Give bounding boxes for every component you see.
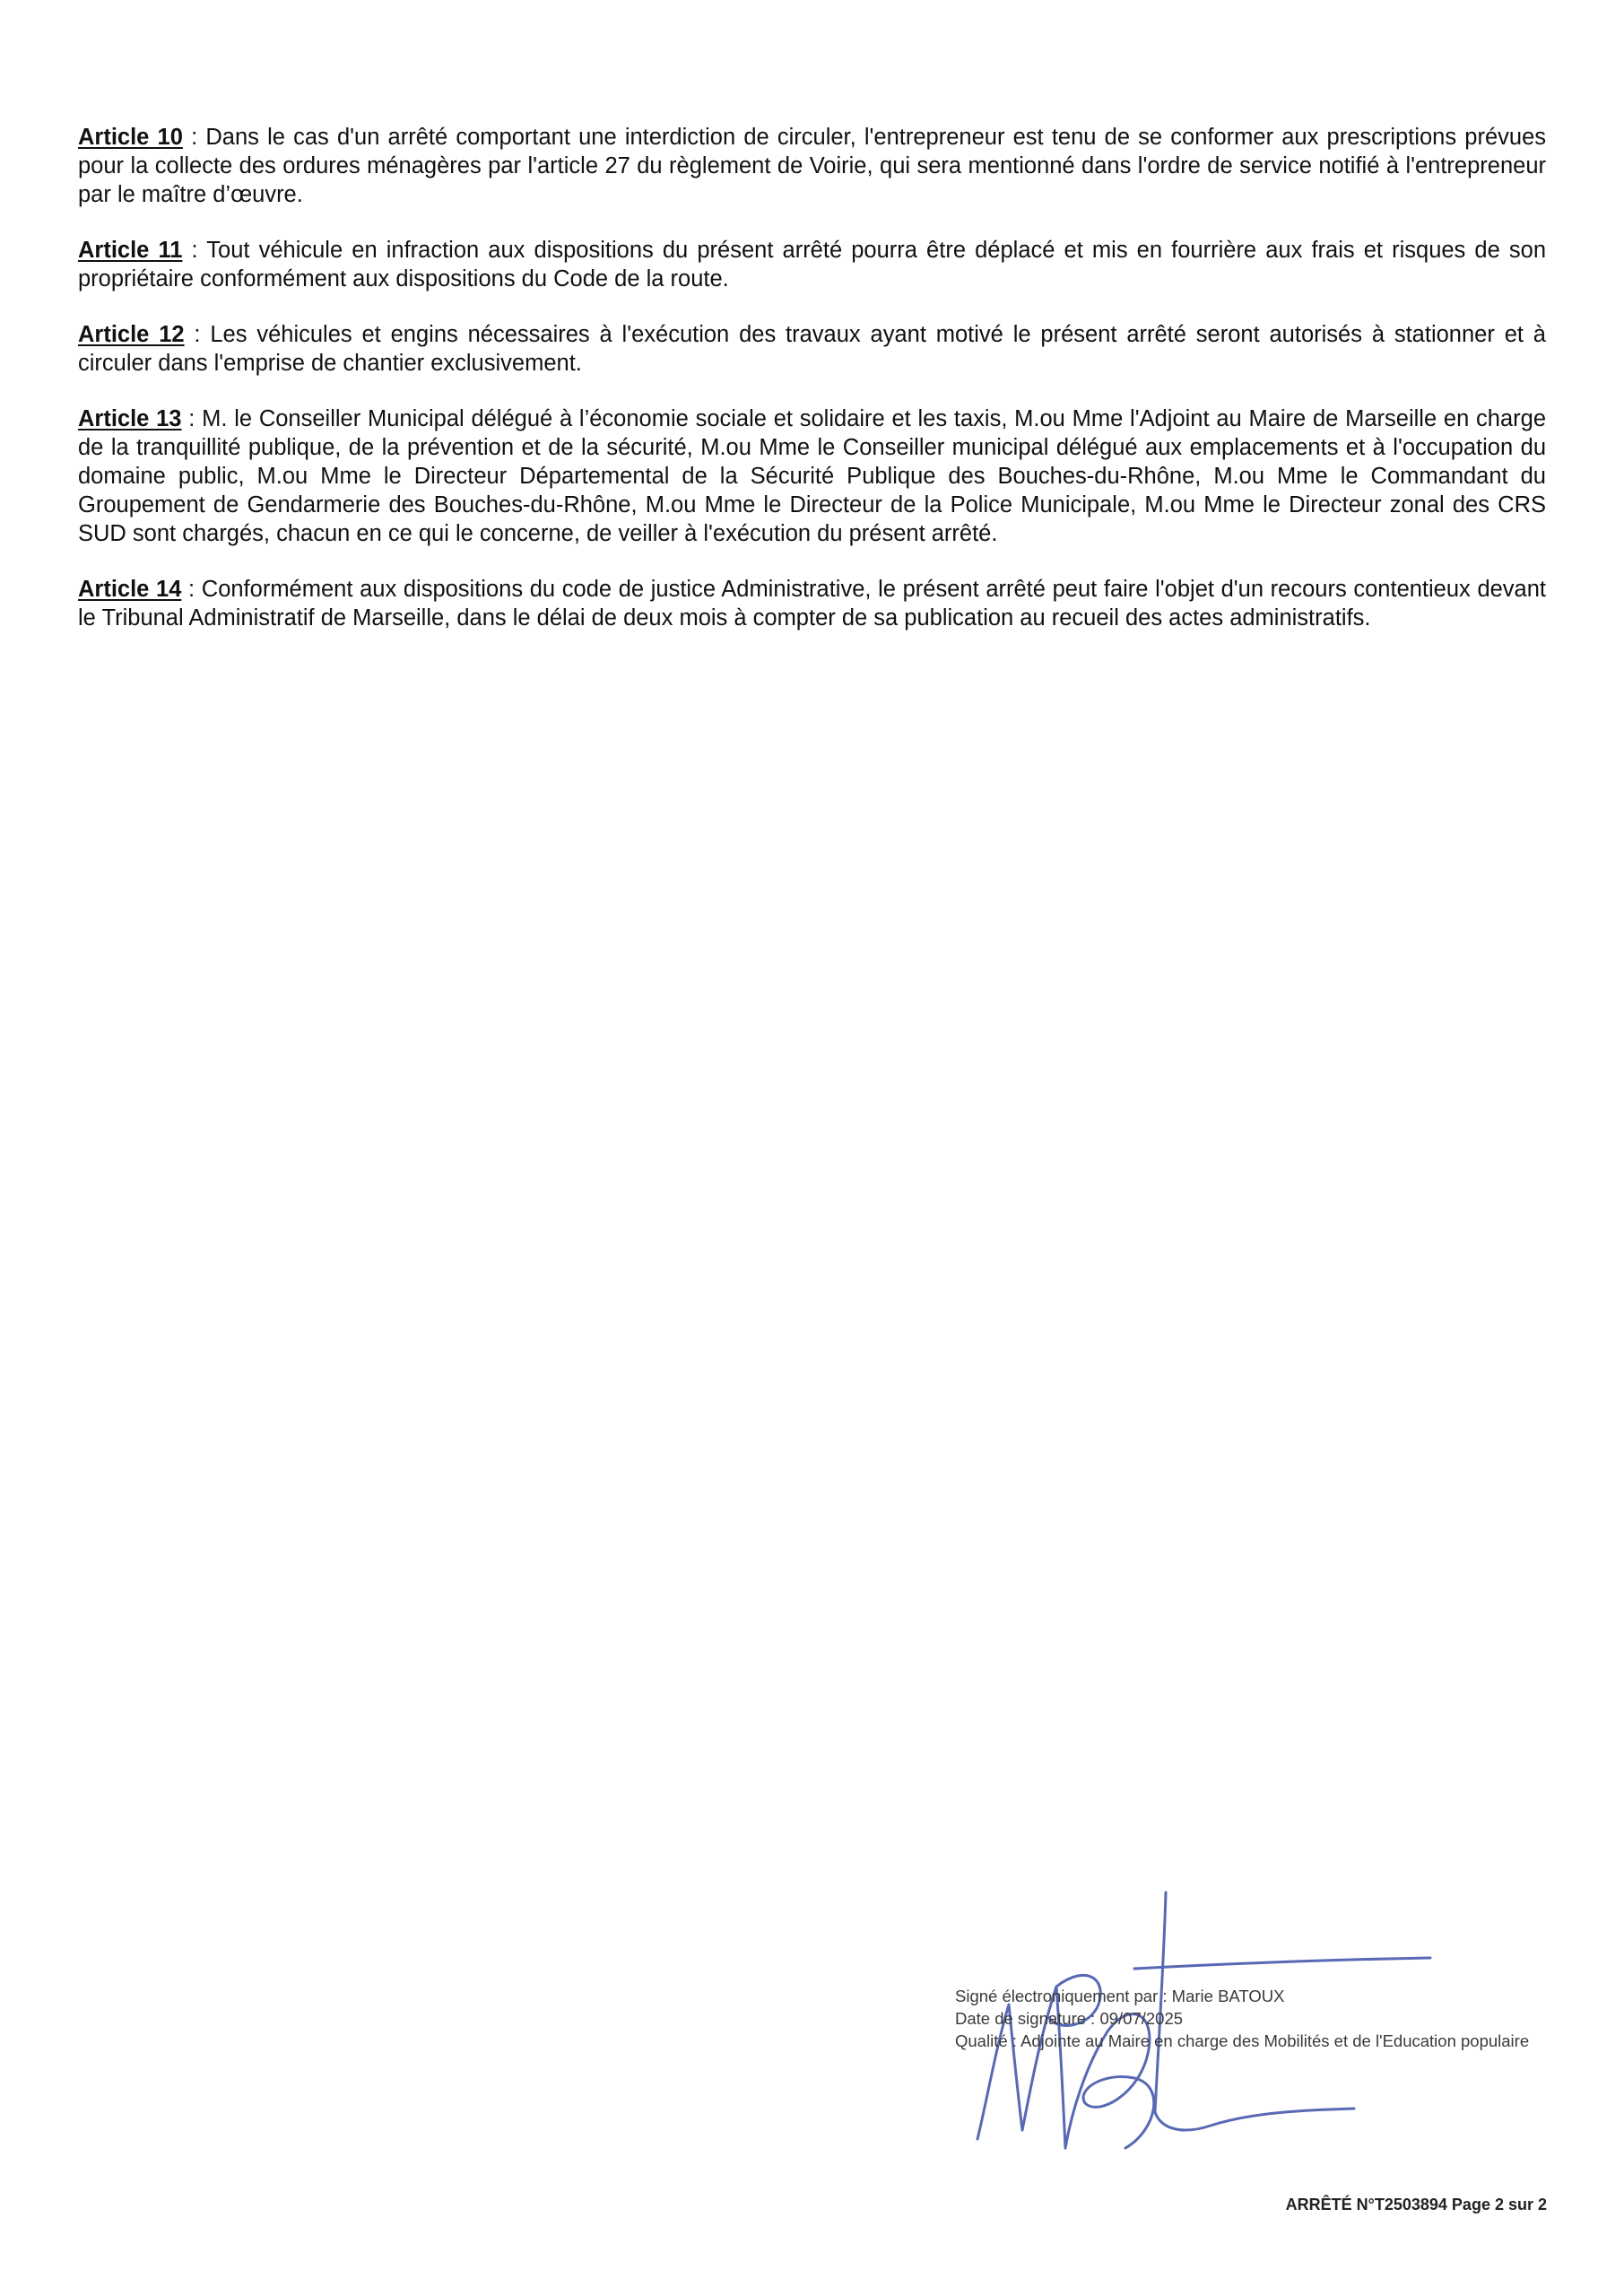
article-text: : M. le Conseiller Municipal délégué à l’économie sociale et solidaire et les taxis, M.ou Mme l'Adjoint au Maire de Marseille en charge de la tranquillité publique, de la prévention et de la sécurité, M.ou Mme le Conseiller municipal délégué aux emplacements et à l'occupation du domaine public, M.ou Mme le Directeur Départemental de la Sécurité Publique des Bouches-du-Rhône, M.ou Mme le Commandant du Groupement de Gendarmerie des Bouches-du-Rhône, M.ou Mme le Directeur de la Police Municipale, M.ou Mme le Directeur zonal des CRS SUD sont chargés, chacun en ce qui le concerne, de veiller à l'exécution du présent arrêté. bbox=[78, 406, 1546, 546]
article-10 bbox=[78, 123, 1546, 209]
signature-date-line: Date de signature : 09/07/2025 bbox=[955, 2009, 1184, 2028]
document-reference: ARRÊTÉ N°T2503894 Page 2 sur 2 bbox=[1285, 2196, 1547, 2213]
article-label: Article 10 bbox=[78, 125, 183, 150]
article-label: Article 14 bbox=[78, 577, 182, 602]
article-14 bbox=[78, 575, 1546, 632]
signer-quality-line: Qualité : Adjointe au Maire en charge des Mobilités et de l'Education populaire bbox=[955, 2031, 1530, 2050]
signed-by-line: Signé électroniquement par : Marie BATOUX bbox=[955, 1987, 1285, 2005]
article-label: Article 12 bbox=[78, 322, 185, 347]
article-label: Article 13 bbox=[78, 406, 182, 431]
signature-details bbox=[955, 1985, 1529, 2052]
article-text: : Conformément aux dispositions du code de justice Administrative, le présent arrêté peut faire l'objet d'un recours contentieux devant le Tribunal Administratif de Marseille, dans le délai de deux mois à compter de sa publication au recueil des actes administratifs. bbox=[78, 577, 1547, 631]
articles-section bbox=[78, 123, 1546, 659]
article-13 bbox=[78, 404, 1546, 548]
article-12 bbox=[78, 320, 1546, 378]
article-text: : Dans le cas d'un arrêté comportant une interdiction de circuler, l'entrepreneur est tenu de se conformer aux prescriptions prévues pour la collecte des ordures ménagères par l'article 27 du règlement de Voirie, qui sera mentionné dans l'ordre de service notifié à l'entrepreneur par le maître d’œuvre. bbox=[78, 125, 1547, 207]
electronic-signature-block bbox=[951, 1879, 1578, 2175]
article-text: : Tout véhicule en infraction aux dispositions du présent arrêté pourra être déplacé et mis en fourrière aux frais et risques de son propriétaire conformément aux dispositions du Code de la route. bbox=[78, 238, 1547, 291]
article-label: Article 11 bbox=[78, 238, 183, 263]
article-text: : Les véhicules et engins nécessaires à l'exécution des travaux ayant motivé le présent arrêté seront autorisés à stationner et à circuler dans l'emprise de chantier exclusivement. bbox=[78, 322, 1546, 376]
article-11 bbox=[78, 236, 1546, 293]
